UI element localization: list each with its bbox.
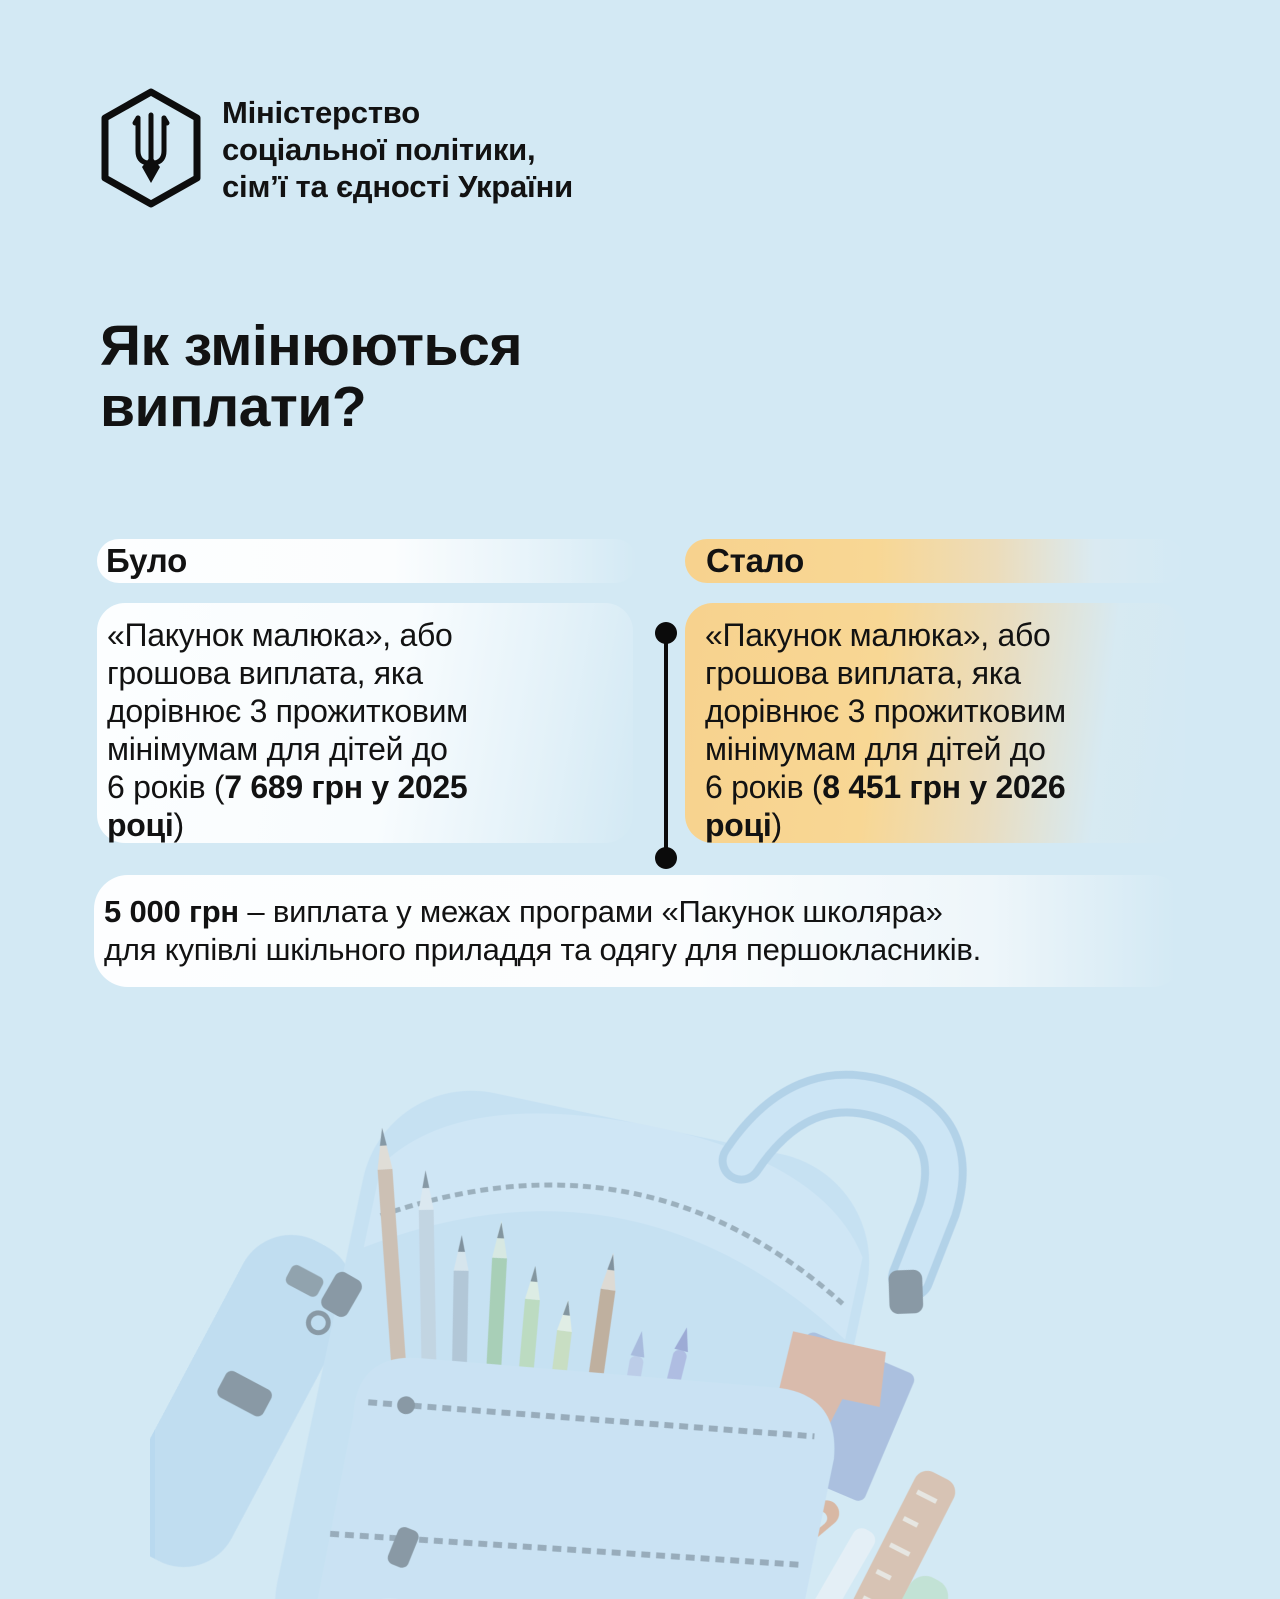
ministry-emblem-trident-icon	[100, 88, 202, 208]
was-header-label: Було	[106, 542, 188, 579]
page-title	[100, 316, 522, 438]
footnote-card: 5 000 грн – виплата у межах програми «Пакунок школяра» для купівлі шкільного приладдя та одягу для першокласників.	[94, 875, 1186, 987]
now-card: «Пакунок малюка», або грошова виплата, яка дорівнює 3 прожитковим мінімумам для дітей до 6 років (8 451 грн у 2026 році)	[685, 603, 1185, 843]
connector-dot-bottom	[655, 847, 677, 869]
ministry-name-line: сім’ї та єдності України	[222, 169, 573, 204]
ministry-name-line: соціальної політики,	[222, 132, 536, 167]
page-title-line: Як змінюються	[100, 314, 523, 378]
now-header-pill	[685, 539, 1185, 583]
ministry-name-line: Міністерство	[222, 95, 420, 130]
now-header-label: Стало	[706, 542, 805, 579]
was-card: «Пакунок малюка», або грошова виплата, яка дорівнює 3 прожитковим мінімумам для дітей до 6 років (7 689 грн у 2025 році)	[97, 603, 633, 843]
was-header-pill	[97, 539, 637, 583]
backpack-illustration	[150, 1005, 1150, 1599]
page-title-line: виплати?	[100, 375, 367, 439]
connector-dot-top	[655, 622, 677, 644]
ministry-name	[222, 94, 573, 205]
connector-line	[664, 633, 668, 858]
